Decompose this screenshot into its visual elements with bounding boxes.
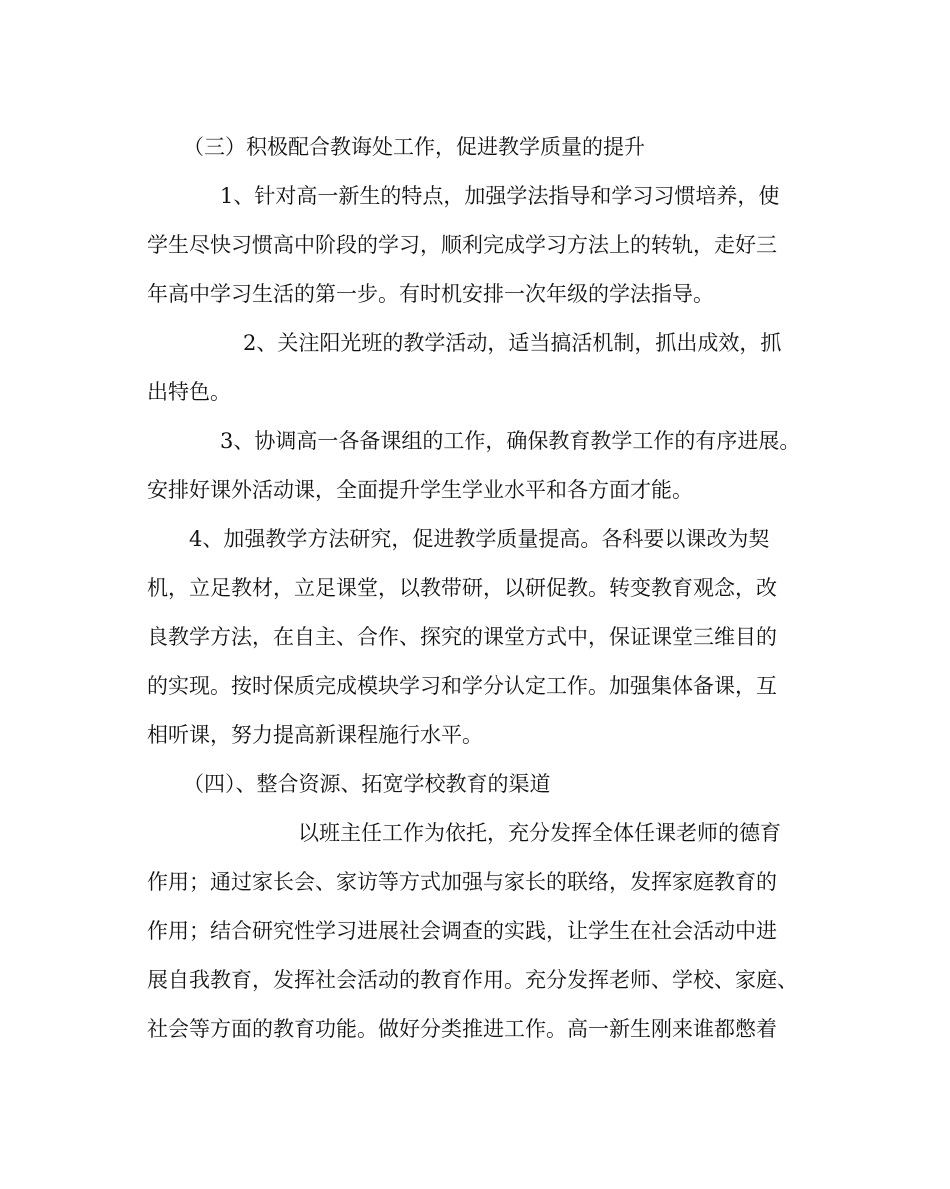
paragraph-line: 4、加强教学方法研究，促进教学质量提高。各科要以课改为契 (189, 527, 770, 551)
paragraph-line: 安排好课外活动课，全面提升学生学业水平和各方面才能。 (147, 478, 693, 502)
section-heading-3: （三）积极配合教诲处工作，促进教学质量的提升 (183, 135, 645, 159)
paragraph-line: 2、关注阳光班的教学活动，适当搞活机制，抓出成效，抓 (243, 331, 782, 355)
paragraph-line: 机，立足教材，立足课堂，以教带研，以研促教。转变教育观念，改 (147, 576, 777, 600)
section-heading-4: （四）、整合资源、拓宽学校教育的渠道 (183, 772, 551, 796)
paragraph-line: 出特色。 (147, 380, 231, 404)
paragraph-line: 学生尽快习惯高中阶段的学习，顺利完成学习方法上的转轨，走好三 (147, 233, 777, 257)
paragraph-line: 良教学方法，在自主、合作、探究的课堂方式中，保证课堂三维目的 (147, 625, 777, 649)
paragraph-line: 的实现。按时保质完成模块学习和学分认定工作。加强集体备课，互 (147, 674, 777, 698)
paragraph-line: 展自我教育，发挥社会活动的教育作用。充分发挥老师、学校、家庭、 (147, 968, 798, 992)
paragraph-line: 以班主任工作为依托，充分发挥全体任课老师的德育 (298, 821, 781, 845)
paragraph-line: 作用；结合研究性学习进展社会调查的实践，让学生在社会活动中进 (147, 919, 777, 943)
paragraph-line: 相听课，努力提高新课程施行水平。 (147, 723, 483, 747)
paragraph-line: 社会等方面的教育功能。做好分类推进工作。高一新生刚来谁都憋着 (147, 1017, 777, 1041)
paragraph-line: 3、协调高一各备课组的工作，确保教育教学工作的有序进展。 (220, 429, 801, 453)
paragraph-line: 年高中学习生活的第一步。有时机安排一次年级的学法指导。 (147, 282, 714, 306)
paragraph-line: 作用；通过家长会、家访等方式加强与家长的联络，发挥家庭教育的 (147, 870, 777, 894)
paragraph-line: 1、针对高一新生的特点，加强学法指导和学习习惯培养，使 (220, 184, 780, 208)
